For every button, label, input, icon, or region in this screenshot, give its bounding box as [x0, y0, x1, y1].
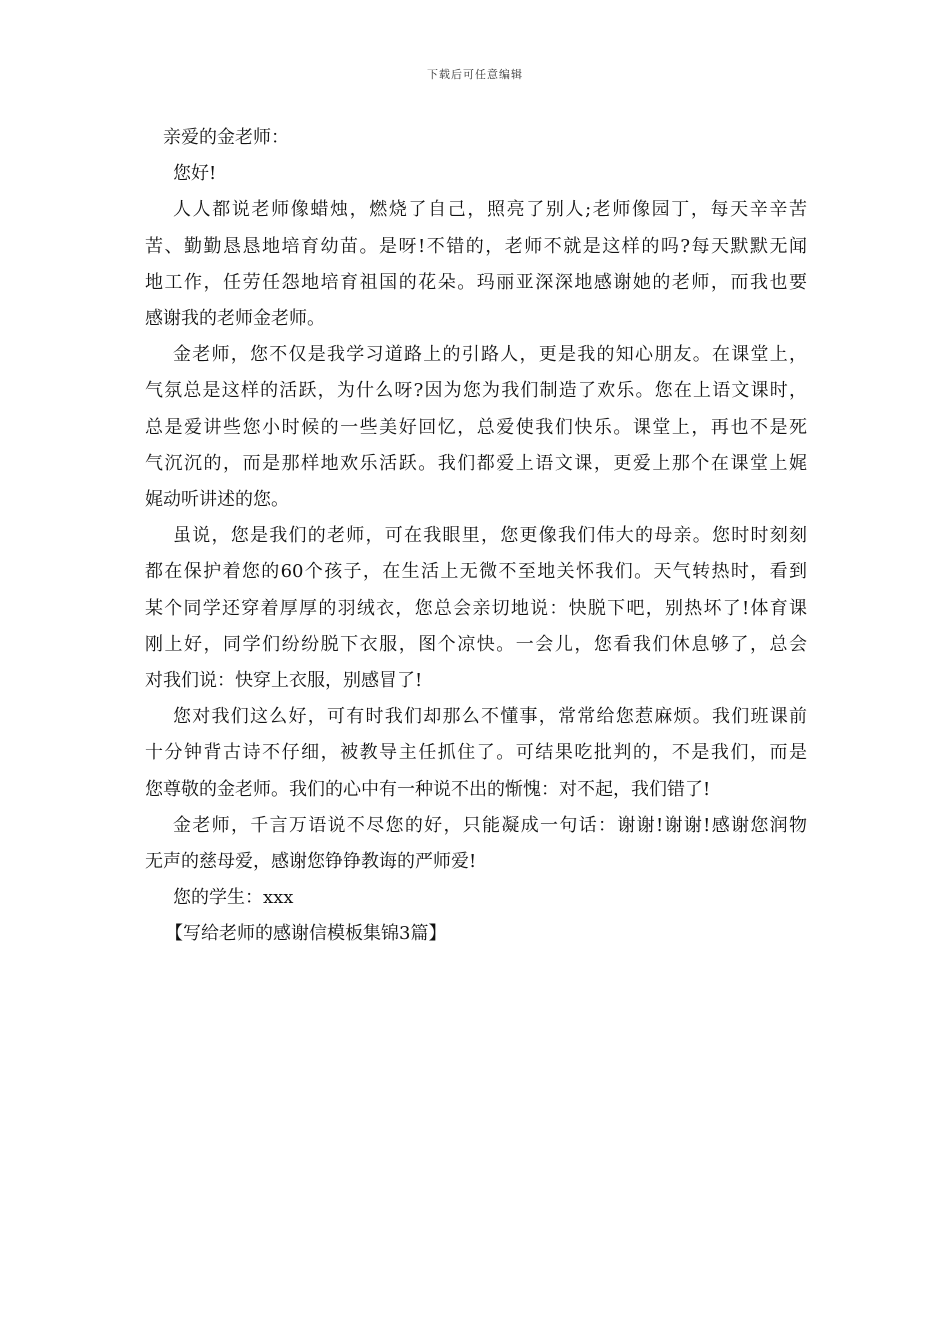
download-edit-note: 下载后可任意编辑	[427, 68, 523, 81]
paragraph-line: 对我们说：快穿上衣服，别感冒了!	[145, 670, 423, 692]
paragraph-1	[145, 192, 807, 337]
paragraph-line: 某个同学还穿着厚厚的羽绒衣，您总会亲切地说：快脱下吧，别热坏了!体育课	[145, 597, 807, 619]
salutation: 亲爱的金老师：	[163, 127, 289, 148]
paragraph-line: 娓动听讲述的您。	[145, 489, 289, 511]
paragraph-line: 总是爱讲些您小时候的一些美好回忆，总爱使我们快乐。课堂上，再也不是死	[145, 416, 807, 438]
paragraph-3	[145, 518, 807, 699]
paragraph-line: 感谢我的老师金老师。	[145, 308, 325, 330]
paragraph-line: 金老师，您不仅是我学习道路上的引路人，更是我的知心朋友。在课堂上，	[173, 344, 807, 366]
paragraph-line: 您对我们这么好，可有时我们却那么不懂事，常常给您惹麻烦。我们班课前	[173, 706, 807, 728]
paragraph-line: 地工作，任劳任怨地培育祖国的花朵。玛丽亚深深地感谢她的老师，而我也要	[145, 271, 807, 293]
paragraph-2	[145, 337, 807, 518]
letter-body	[145, 120, 807, 953]
paragraph-line: 苦、勤勤恳恳地培育幼苗。是呀!不错的，老师不就是这样的吗?每天默默无闻	[145, 235, 807, 257]
paragraph-line: 无声的慈母爱，感谢您铮铮教诲的严师爱!	[145, 851, 477, 873]
signature: 您的学生：xxx	[173, 887, 294, 909]
paragraph-5	[145, 808, 807, 880]
greeting: 您好!	[173, 163, 217, 185]
paragraph-line: 都在保护着您的60个孩子，在生活上无微不至地关怀我们。天气转热时，看到	[145, 561, 807, 583]
paragraph-line: 气沉沉的，而是那样地欢乐活跃。我们都爱上语文课，更爱上那个在课堂上娓	[145, 452, 807, 474]
paragraph-line: 虽说，您是我们的老师，可在我眼里，您更像我们伟大的母亲。您时时刻刻	[173, 525, 807, 547]
paragraph-line: 金老师，千言万语说不尽您的好，只能凝成一句话：谢谢!谢谢!感谢您润物	[173, 814, 807, 836]
collection-title: 【写给老师的感谢信模板集锦3篇】	[165, 923, 447, 945]
paragraph-line: 人人都说老师像蜡烛，燃烧了自己，照亮了别人;老师像园丁，每天辛辛苦	[173, 199, 807, 221]
paragraph-4	[145, 699, 807, 808]
paragraph-line: 您尊敬的金老师。我们的心中有一种说不出的惭愧：对不起，我们错了!	[145, 778, 711, 800]
paragraph-line: 气氛总是这样的活跃，为什么呀?因为您为我们制造了欢乐。您在上语文课时，	[145, 380, 807, 402]
paragraph-line: 刚上好，同学们纷纷脱下衣服，图个凉快。一会儿，您看我们休息够了，总会	[145, 633, 807, 655]
paragraph-line: 十分钟背古诗不仔细，被教导主任抓住了。可结果吃批判的，不是我们，而是	[145, 742, 807, 764]
